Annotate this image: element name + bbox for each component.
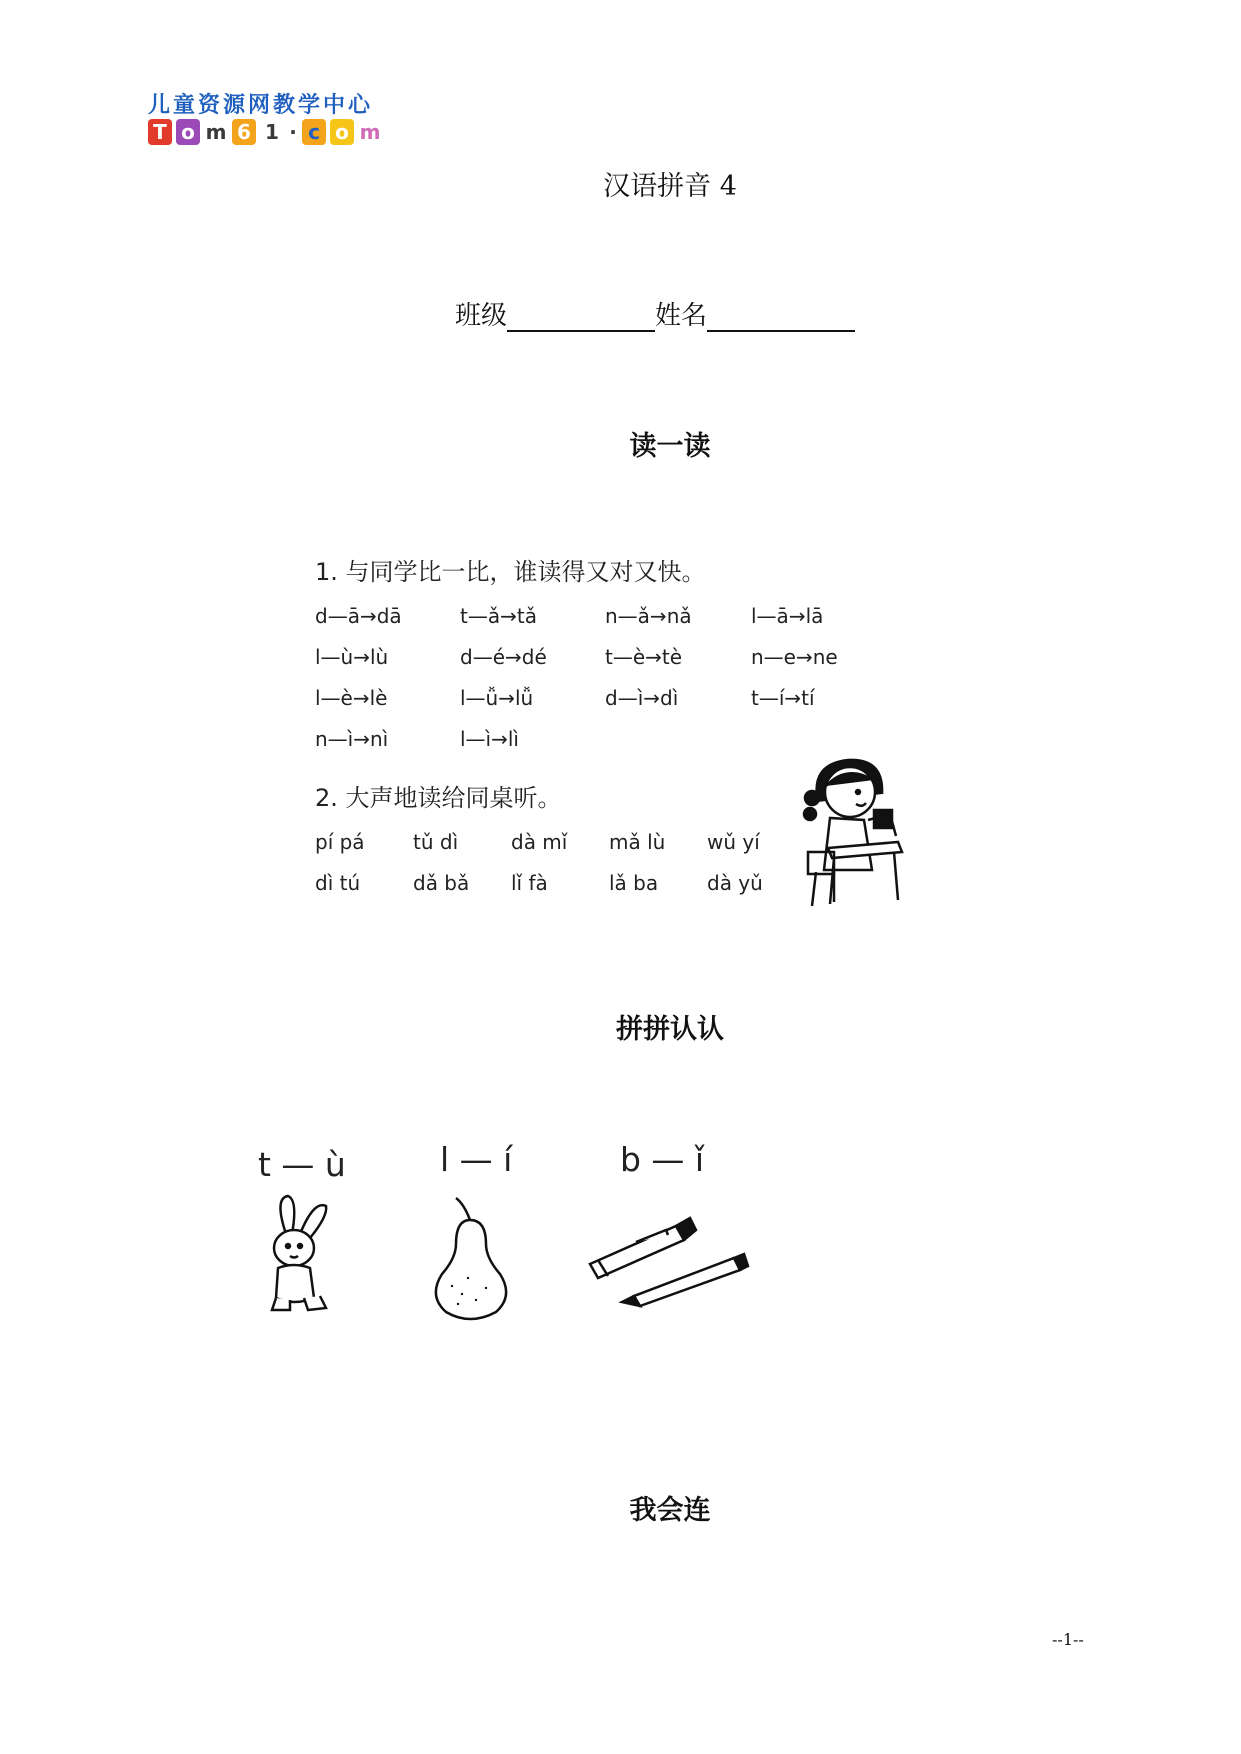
section-spell-title: 拼拼认认 (616, 1014, 724, 1045)
syllable-item: d—ì→dì (605, 686, 679, 710)
exercise-1 (315, 552, 881, 751)
site-logo (148, 88, 416, 152)
word-item: dà yǔ (707, 871, 763, 895)
word-item: dà mǐ (511, 830, 568, 854)
logo-letter: o (330, 119, 354, 145)
syllable-item: t—í→tí (751, 686, 815, 710)
exercise-2 (315, 778, 805, 895)
syllable-item: l—è→lè (315, 686, 388, 710)
class-name-line (455, 295, 855, 332)
logo-letter: c (302, 119, 326, 145)
spell-syllable-2: l — í (440, 1140, 513, 1179)
syllable-item: t—è→tè (605, 645, 683, 669)
word-item: tǔ dì (413, 830, 459, 854)
rabbit-illustration (256, 1194, 336, 1318)
spell-syllable-1: t — ù (258, 1145, 346, 1184)
word-item: wǔ yí (707, 830, 760, 854)
word-item: dì tú (315, 871, 361, 895)
syllable-item: l—ì→lì (460, 727, 519, 751)
class-label: 班级 (455, 301, 508, 331)
logo-letter: · (289, 120, 297, 144)
syllable-item: l—ǚ→lǚ (460, 686, 534, 710)
pen-and-pencil-illustration (586, 1212, 756, 1308)
name-blank[interactable] (707, 302, 855, 332)
syllable-item: l—ā→lā (751, 604, 824, 628)
syllable-item: n—ǎ→nǎ (605, 604, 692, 628)
syllable-item: d—ā→dā (315, 604, 402, 628)
exercise-1-question: 1. 与同学比一比，谁读得又对又快。 (315, 558, 706, 586)
logo-text: 儿童资源网教学中心 (148, 93, 374, 118)
syllable-item: n—ì→nì (315, 727, 389, 751)
word-item: lǐ fà (511, 871, 548, 895)
logo-letter: 1 (265, 120, 279, 144)
class-blank[interactable] (507, 302, 655, 332)
logo-letter: T (148, 119, 172, 145)
logo-letter: 6 (232, 119, 256, 145)
word-item: lǎ ba (609, 871, 659, 895)
exercise-2-question: 2. 大声地读给同桌听。 (315, 784, 562, 812)
syllable-item: t—ǎ→tǎ (460, 604, 537, 628)
word-grid (315, 830, 805, 895)
page-number: --1-- (1052, 1630, 1084, 1649)
logo-letter: o (176, 119, 200, 145)
word-item: dǎ bǎ (413, 871, 470, 895)
syllable-item: l—ù→lù (315, 645, 389, 669)
word-item: mǎ lù (609, 830, 666, 854)
logo-letters (148, 119, 382, 145)
syllable-grid (315, 604, 881, 751)
word-item: pí pá (315, 830, 365, 854)
pear-illustration (432, 1196, 508, 1322)
syllable-item: n—e→ne (751, 645, 838, 669)
section-connect-title: 我会连 (629, 1495, 711, 1526)
girl-reading-illustration (790, 752, 920, 912)
logo-letter: m (205, 120, 227, 144)
logo-letter: m (359, 120, 381, 144)
syllable-item: d—é→dé (460, 645, 547, 669)
spell-syllable-3: b — ǐ (620, 1140, 705, 1179)
page-title: 汉语拼音 4 (603, 171, 737, 202)
section-read-title: 读一读 (629, 431, 711, 462)
name-label: 姓名 (655, 301, 708, 331)
